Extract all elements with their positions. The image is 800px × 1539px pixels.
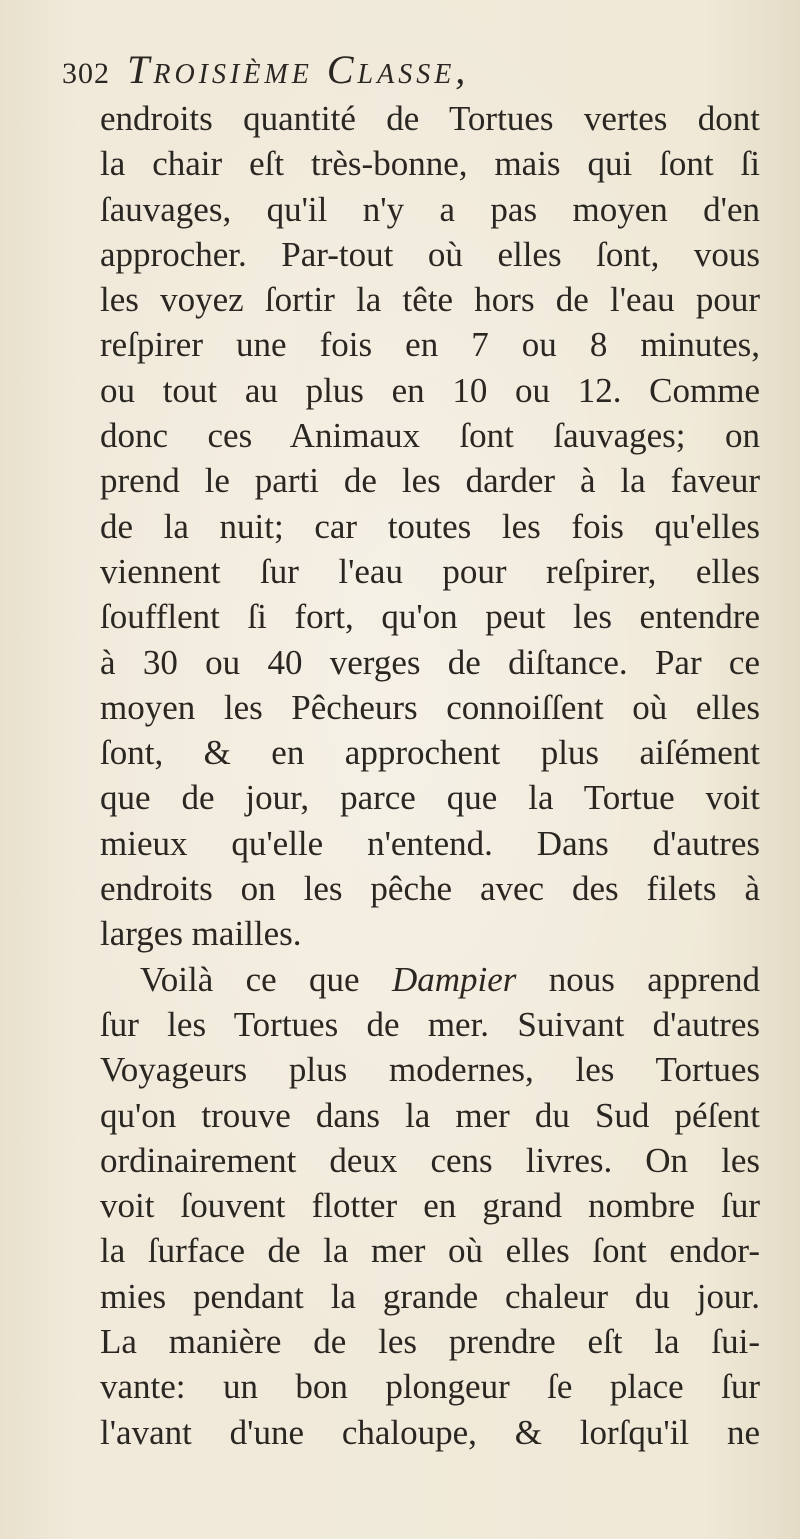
- text-line: Voyageurs plus modernes, les Tortues: [100, 1050, 760, 1090]
- text-line: moyen les Pêcheurs connoiſſent où elles: [100, 687, 760, 727]
- text-line: [100, 957, 760, 1002]
- body-text: [100, 96, 760, 1455]
- text-fragment: nous apprend: [516, 959, 760, 999]
- text-line: la ſurface de la mer où elles ſont endor-: [100, 1231, 760, 1271]
- text-line: larges mailles.: [100, 914, 302, 954]
- author-name: Dampier: [391, 959, 517, 999]
- text-line: qu'on trouve dans la mer du Sud péſent: [100, 1095, 760, 1135]
- page-number: 302: [62, 57, 110, 90]
- text-line: de la nuit; car toutes les fois qu'elles: [100, 506, 760, 546]
- text-line: mies pendant la grande chaleur du jour.: [100, 1276, 760, 1316]
- text-line: approcher. Par-tout où elles ſont, vous: [100, 234, 760, 274]
- text-line: viennent ſur l'eau pour reſpirer, elles: [100, 551, 760, 591]
- text-line: La manière de les prendre eſt la ſui-: [100, 1322, 760, 1362]
- text-line: mieux qu'elle n'entend. Dans d'autres: [100, 823, 760, 863]
- text-line: endroits quantité de Tortues vertes dont: [100, 99, 760, 138]
- text-line: ſur les Tortues de mer. Suivant d'autres: [100, 1004, 760, 1044]
- text-line: les voyez ſortir la tête hors de l'eau pour: [100, 280, 760, 320]
- text-line: donc ces Animaux ſont ſauvages; on: [100, 416, 760, 456]
- text-line: que de jour, parce que la Tortue voit: [100, 778, 760, 818]
- text-line: voit ſouvent flotter en grand nombre ſur: [100, 1186, 760, 1226]
- text-line: prend le parti de les darder à la faveur: [100, 461, 760, 501]
- text-line: vante: un bon plongeur ſe place ſur: [100, 1367, 760, 1407]
- text-line: à 30 ou 40 verges de diſtance. Par ce: [100, 642, 760, 682]
- text-line: ordinairement deux cens livres. On les: [100, 1140, 760, 1180]
- text-line: ſoufflent ſi fort, qu'on peut les entendre: [100, 597, 760, 637]
- text-line: l'avant d'une chaloupe, & lorſqu'il ne: [100, 1412, 760, 1452]
- text-line: ſont, & en approchent plus aiſément: [100, 733, 760, 773]
- text-line: ſauvages, qu'il n'y a pas moyen d'en: [100, 189, 760, 229]
- text-line: reſpirer une fois en 7 ou 8 minutes,: [100, 325, 760, 365]
- text-line: la chair eſt très-bonne, mais qui ſont ſi: [100, 144, 760, 184]
- paragraph-2: [100, 957, 760, 1455]
- paragraph-1: [100, 96, 760, 957]
- text-line: ou tout au plus en 10 ou 12. Comme: [100, 370, 760, 410]
- text-line: endroits on les pêche avec des filets à: [100, 869, 760, 909]
- running-head: Troisième Classe,: [127, 47, 470, 92]
- page-header: [62, 46, 742, 94]
- text-fragment: Voilà ce que: [140, 959, 392, 999]
